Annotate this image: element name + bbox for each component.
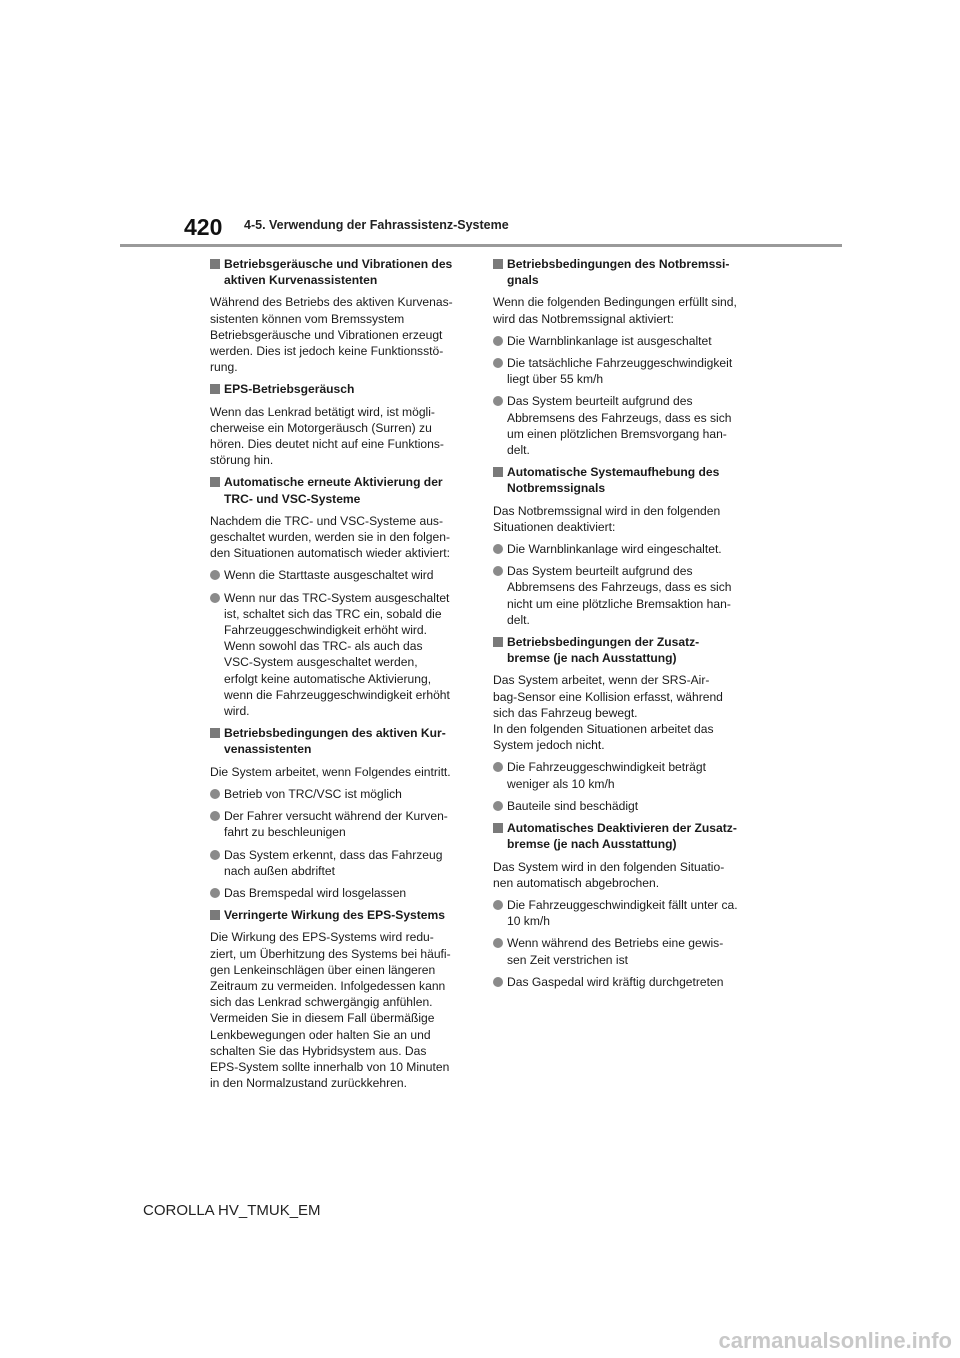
square-bullet-icon — [493, 259, 503, 269]
round-bullet-icon — [210, 593, 220, 603]
paragraph — [210, 513, 472, 562]
list-item — [493, 798, 755, 814]
bullet-text: Wenn während des Betriebs eine gewis- sen Zeit verstrichen ist — [507, 936, 724, 967]
list-item — [210, 590, 472, 720]
heading-text: Betriebsbedingungen der Zusatz- bremse (je nach Ausstattung) — [507, 635, 700, 666]
para-text: Das System wird in den folgenden Situatio- nen automatisch abgebrochen. — [493, 859, 725, 890]
para-text: Das System arbeitet, wenn der SRS-Air- bag-Sensor eine Kollision erfasst, während sich das Fahrzeug bewegt. In den folgenden Situationen arbeitet das System jedoch nicht. — [493, 673, 723, 753]
round-bullet-icon — [493, 566, 503, 576]
square-bullet-icon — [210, 384, 220, 394]
para-text: Während des Betriebs des aktiven Kurvenas- sistenten können vom Bremssystem Betriebsgeräusche und Vibrationen erzeugt werden. Dies ist jedoch keine Funktionsstö- rung. — [210, 295, 453, 375]
footer-model: COROLLA HV_TMUK_EM — [143, 1202, 321, 1219]
paragraph — [493, 672, 755, 753]
bullet-text: Das Bremspedal wird losgelassen — [224, 885, 407, 900]
bullet-text: Das System erkennt, dass das Fahrzeug nach außen abdriftet — [224, 847, 443, 878]
list-item — [493, 355, 755, 387]
round-bullet-icon — [493, 762, 503, 772]
para-text: Wenn das Lenkrad betätigt wird, ist mögli- cherweise ein Motorgeräusch (Surren) zu hören. Dies deutet nicht auf eine Funktions- störung hin. — [210, 404, 444, 468]
bullet-text: Wenn nur das TRC-System ausgeschaltet ist, schaltet sich das TRC ein, sobald die Fahrzeuggeschwindigkeit erhöht wird. Wenn sowohl das TRC- als auch das VSC-System ausgeschaltet werden, erfolgt keine automatische Aktivierung, wenn die Fahrzeuggeschwindigkeit erhöht wird. — [224, 590, 450, 719]
bullet-text: Die Fahrzeuggeschwindigkeit fällt unter ca. 10 km/h — [507, 897, 738, 929]
paragraph — [210, 294, 472, 375]
page-number: 420 — [184, 214, 223, 240]
list-item — [493, 935, 755, 967]
round-bullet-icon — [210, 850, 220, 860]
chapter-title: 4-5. Verwendung der Fahrassistenz-Systeme — [244, 218, 509, 232]
right-column — [493, 254, 755, 996]
round-bullet-icon — [210, 789, 220, 799]
heading-text: Automatisches Deaktivieren der Zusatz- bremse (je nach Ausstattung) — [507, 821, 737, 852]
list-item — [210, 885, 472, 901]
list-item — [493, 759, 755, 791]
list-item — [493, 393, 755, 458]
bullet-text: Die Fahrzeuggeschwindigkeit beträgt weniger als 10 km/h — [507, 760, 706, 791]
square-bullet-icon — [210, 728, 220, 738]
bullet-text: Die tatsächliche Fahrzeuggeschwindigkeit liegt über 55 km/h — [507, 356, 733, 387]
list-item — [210, 567, 472, 583]
bullet-text: Die Warnblinkanlage wird eingeschaltet. — [507, 542, 722, 557]
paragraph — [493, 859, 755, 891]
round-bullet-icon — [493, 396, 503, 406]
bullet-text: Das System beurteilt aufgrund des Abbremsens des Fahrzeugs, dass es sich nicht um eine plötzliche Bremsaktion han- delt. — [507, 564, 732, 627]
heading-text: EPS-Betriebsgeräusch — [224, 382, 355, 397]
round-bullet-icon — [210, 570, 220, 580]
section-heading — [210, 256, 472, 288]
bullet-text: Der Fahrer versucht während der Kurven- fahrt zu beschleunigen — [224, 809, 448, 840]
list-item — [493, 541, 755, 557]
para-text: Die System arbeitet, wenn Folgendes eintritt. — [210, 764, 451, 779]
list-item — [493, 333, 755, 349]
header-divider — [120, 244, 842, 247]
list-item — [210, 786, 472, 802]
bullet-text: Betrieb von TRC/VSC ist möglich — [224, 786, 402, 801]
round-bullet-icon — [493, 938, 503, 948]
round-bullet-icon — [493, 801, 503, 811]
square-bullet-icon — [493, 467, 503, 477]
round-bullet-icon — [493, 544, 503, 554]
bullet-text: Die Warnblinkanlage ist ausgeschaltet — [507, 333, 712, 348]
heading-text: Betriebsbedingungen des aktiven Kur- venassistenten — [224, 726, 446, 757]
round-bullet-icon — [493, 336, 503, 346]
paragraph — [210, 404, 472, 469]
paragraph — [210, 929, 472, 1091]
square-bullet-icon — [210, 477, 220, 487]
square-bullet-icon — [493, 823, 503, 833]
section-heading — [210, 381, 472, 397]
heading-text: Automatische erneute Aktivierung der TRC- und VSC-Systeme — [224, 475, 443, 506]
round-bullet-icon — [493, 977, 503, 987]
section-heading — [493, 256, 755, 288]
bullet-text: Wenn die Starttaste ausgeschaltet wird — [224, 568, 434, 583]
list-item — [493, 563, 755, 628]
paragraph — [210, 764, 472, 780]
heading-text: Verringerte Wirkung des EPS-Systems — [224, 908, 446, 923]
section-heading — [493, 464, 755, 496]
para-text: Die Wirkung des EPS-Systems wird redu- ziert, um Überhitzung des Systems bei häufi- gen Lenkeinschlägen über einen längeren Zeitraum zu vermeiden. Infolgedessen kann sich das Lenkrad schwergängig anfühlen. Vermeiden Sie in diesem Fall übermäßige Lenkbewegungen oder halten Sie an und schalten Sie das Hybridsystem aus. Das EPS-System sollte innerhalb von 10 Minuten in den Normalzustand zurückkehren. — [210, 930, 451, 1091]
round-bullet-icon — [493, 900, 503, 910]
list-item — [493, 974, 755, 990]
round-bullet-icon — [210, 888, 220, 898]
watermark: carmanualsonline.info — [718, 1328, 952, 1353]
section-heading — [493, 634, 755, 666]
square-bullet-icon — [210, 259, 220, 269]
heading-text: Betriebsgeräusche und Vibrationen des aktiven Kurvenassistenten — [224, 257, 453, 288]
paragraph — [493, 503, 755, 535]
heading-text: Betriebsbedingungen des Notbremssi- gnals — [507, 257, 730, 288]
bullet-text: Das System beurteilt aufgrund des Abbremsens des Fahrzeugs, dass es sich um einen plötzlichen Bremsvorgang han- delt. — [507, 394, 732, 458]
list-item — [210, 847, 472, 879]
para-text: Wenn die folgenden Bedingungen erfüllt sind, wird das Notbremssignal aktiviert: — [493, 295, 737, 326]
section-heading — [210, 907, 472, 923]
paragraph — [493, 294, 755, 326]
para-text: Nachdem die TRC- und VSC-Systeme aus- geschaltet wurden, werden sie in den folgen- den Situationen automatisch wieder aktiviert: — [210, 513, 451, 561]
section-heading — [493, 820, 755, 852]
section-heading — [210, 725, 472, 757]
section-heading — [210, 474, 472, 506]
square-bullet-icon — [493, 637, 503, 647]
square-bullet-icon — [210, 910, 220, 920]
bullet-text: Bauteile sind beschädigt — [507, 798, 639, 813]
round-bullet-icon — [210, 811, 220, 821]
heading-text: Automatische Systemaufhebung des Notbremssignals — [507, 465, 720, 496]
round-bullet-icon — [493, 358, 503, 368]
bullet-text: Das Gaspedal wird kräftig durchgetreten — [507, 974, 724, 989]
list-item — [210, 808, 472, 840]
list-item — [493, 897, 755, 929]
para-text: Das Notbremssignal wird in den folgenden Situationen deaktiviert: — [493, 503, 721, 534]
left-column — [210, 254, 472, 1097]
